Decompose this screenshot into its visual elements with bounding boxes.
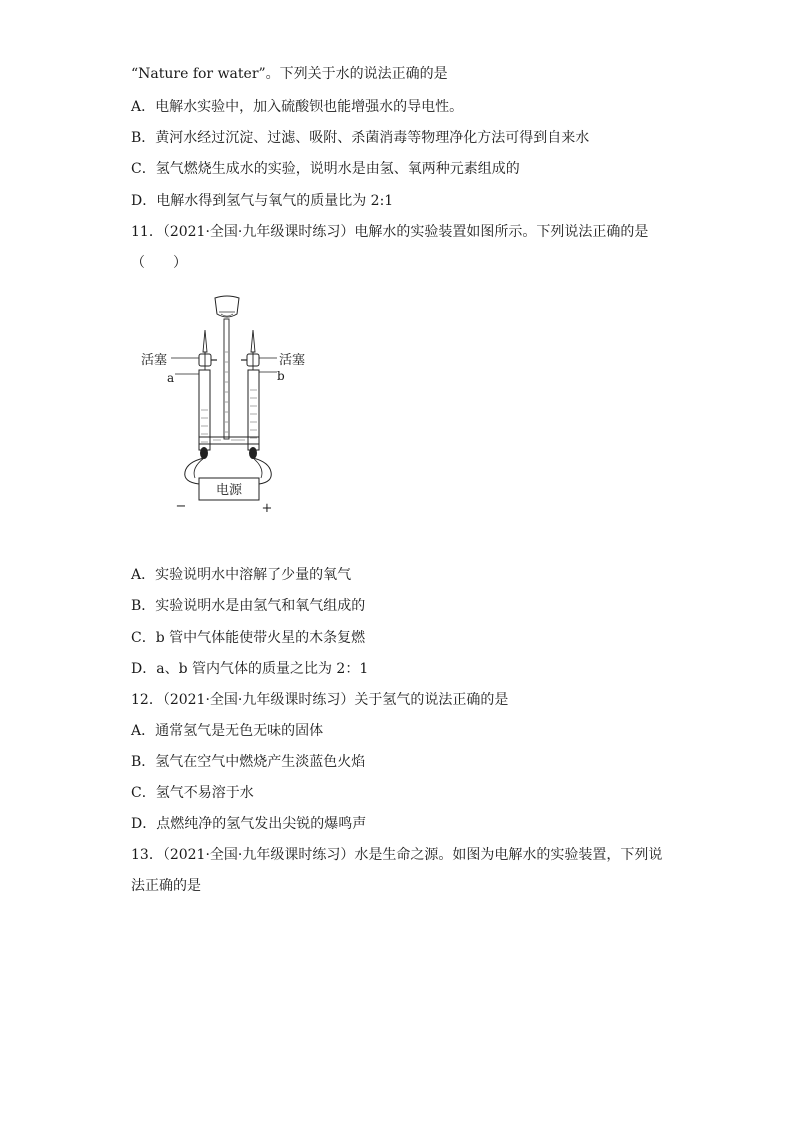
left-valve-label: 活塞: [141, 353, 168, 368]
plus-sign: +: [261, 501, 273, 516]
electrolysis-diagram: [135, 292, 315, 517]
q11-option-c: C．b 管中气体能使带火星的木条复燃: [131, 630, 366, 646]
q11-option-b: B．实验说明水是由氢气和氧气组成的: [131, 598, 366, 614]
minus-sign: −: [175, 499, 187, 514]
q11-option-a: A．实验说明水中溶解了少量的氧气: [131, 567, 352, 583]
q12-option-d: D．点燃纯净的氢气发出尖锐的爆鸣声: [131, 816, 367, 832]
question-13-stem: 13．（2021·全国·九年级课时练习）水是生命之源。如图为电解水的实验装置，下列说: [131, 847, 663, 863]
question-11-stem: 11．（2021·全国·九年级课时练习）电解水的实验装置如图所示。下列说法正确的是: [131, 224, 649, 240]
question-12-stem: 12．（2021·全国·九年级课时练习）关于氢气的说法正确的是: [131, 692, 509, 708]
electrolysis-apparatus-figure: [135, 292, 315, 517]
funnel-cup: [215, 296, 239, 317]
option-a: A．电解水实验中，加入硫酸钡也能增强水的导电性。: [131, 99, 464, 115]
option-c: C．氢气燃烧生成水的实验，说明水是由氢、氧两种元素组成的: [131, 161, 520, 177]
q11-option-d: D．a、b 管内气体的质量之比为 2：1: [131, 661, 369, 677]
right-valve-label: 活塞: [279, 353, 306, 368]
left-electrode: [200, 447, 208, 459]
question-13-stem-cont: 法正确的是: [131, 878, 201, 894]
line-1: “Nature for water”。下列关于水的说法正确的是: [131, 66, 448, 82]
q12-option-a: A．通常氢气是无色无味的固体: [131, 723, 324, 739]
power-label: 电源: [215, 483, 243, 498]
option-d: D．电解水得到氢气与氧气的质量比为 2:1: [131, 193, 394, 209]
funnel-stem: [224, 319, 229, 439]
right-tube-tip: [251, 330, 255, 352]
left-tube-tip: [203, 330, 207, 352]
q12-option-c: C．氢气不易溶于水: [131, 785, 254, 801]
answer-blank: （ ）: [131, 255, 187, 271]
right-electrode: [249, 447, 257, 459]
tube-a-label: a: [167, 371, 175, 385]
q12-option-b: B．氢气在空气中燃烧产生淡蓝色火焰: [131, 754, 366, 770]
tube-b-label: b: [277, 369, 285, 383]
option-b: B．黄河水经过沉淀、过滤、吸附、杀菌消毒等物理净化方法可得到自来水: [131, 130, 590, 146]
